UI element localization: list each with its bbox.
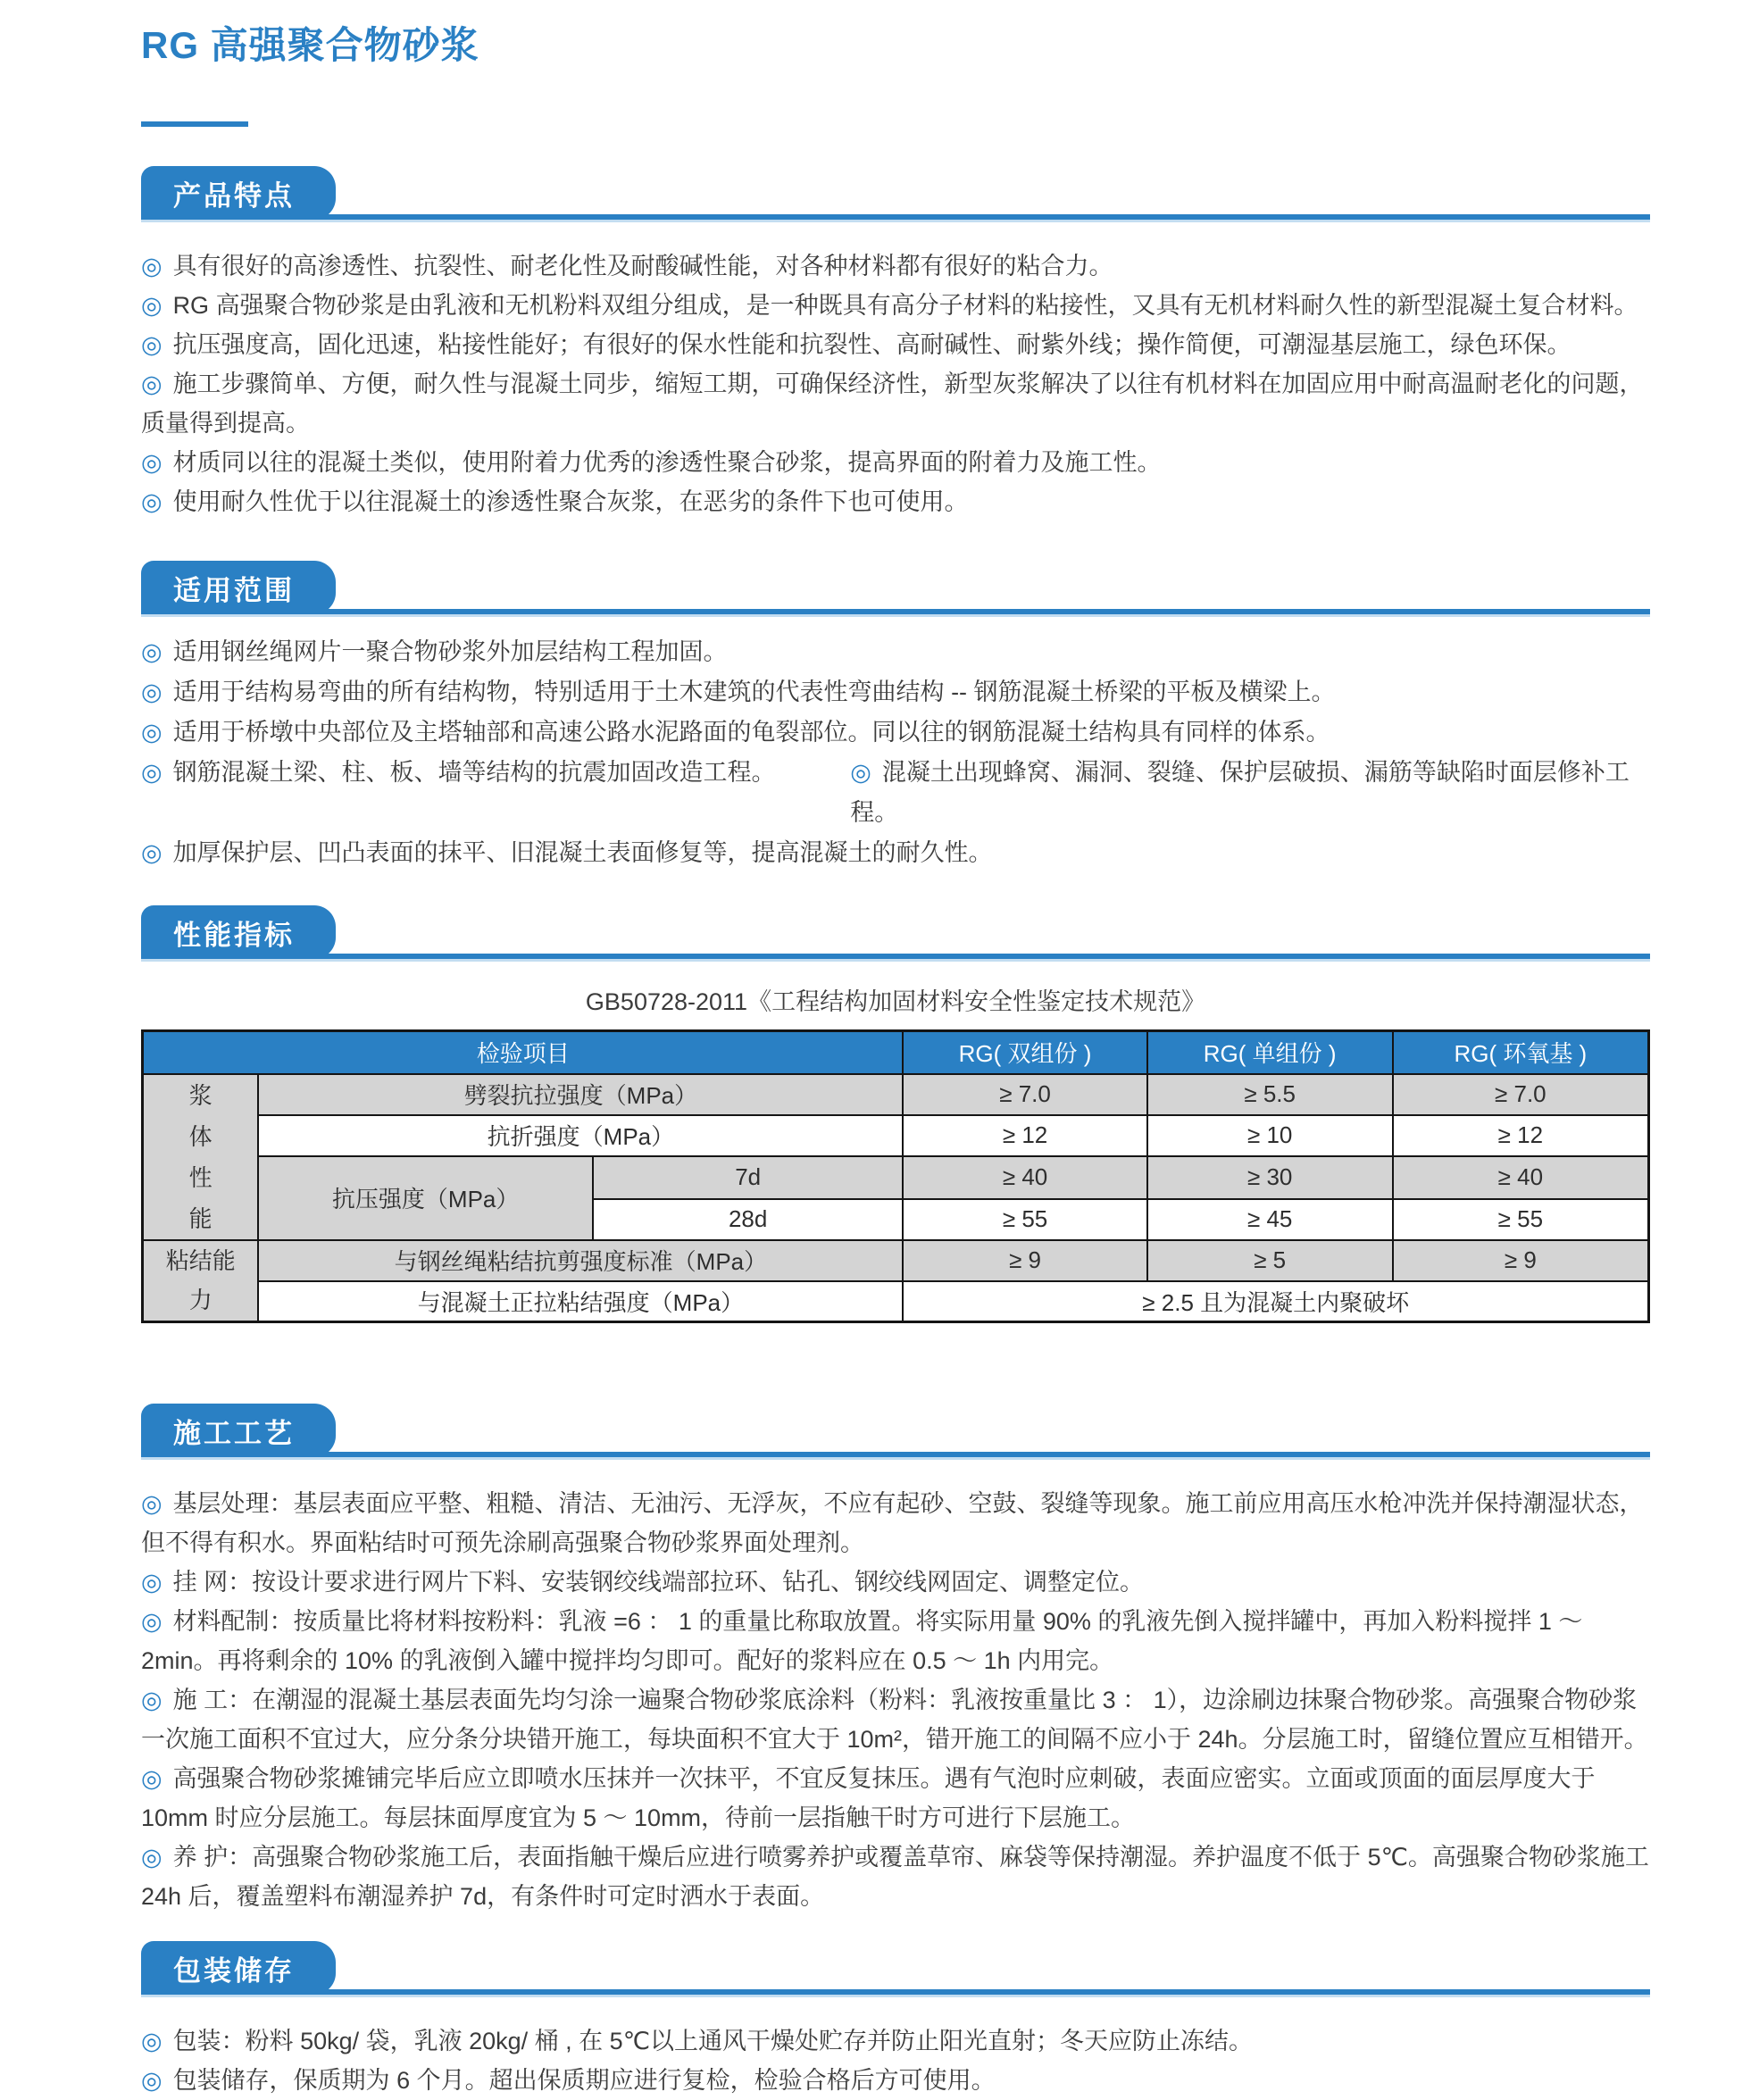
list-item: [141, 1562, 1650, 1602]
param-cell: 抗折强度（MPa）: [258, 1115, 903, 1156]
list-item-text: 具有很好的高渗透性、抗裂性、耐老化性及耐酸碱性能，对各种材料都有很好的粘合力。: [172, 253, 1113, 279]
section-tab-scope: [141, 561, 336, 614]
section-header-scope: [141, 559, 1650, 614]
section-heading-performance: 性能指标: [173, 919, 295, 951]
performance-table: [141, 1029, 1650, 1323]
section-header-performance: [141, 904, 1650, 959]
list-item-text: RG 高强聚合物砂浆是由乳液和无机粉料双组分组成，是一种既具有高分子材料的粘接性，又具有无机材料耐久性的新型混凝土复合材料。: [172, 292, 1638, 319]
section-heading-storage: 包装储存: [173, 1954, 295, 1987]
table-row: [143, 1115, 1649, 1156]
scope-list: [141, 632, 1650, 873]
value-cell: ≥ 45: [1147, 1199, 1393, 1240]
storage-list: [141, 2021, 1650, 2100]
list-item-text: 挂 网：按设计要求进行网片下料、安装钢绞线端部拉环、钻孔、钢绞线网固定、调整定位。: [172, 1569, 1145, 1596]
list-item: [141, 2061, 1650, 2100]
process-list: [141, 1484, 1650, 1916]
list-item: [141, 2021, 1650, 2061]
list-item: [141, 246, 1650, 286]
bullseye-bullet-icon: ◎: [141, 331, 163, 358]
bullseye-bullet-icon: ◎: [141, 1687, 163, 1713]
bullseye-bullet-icon: ◎: [141, 488, 163, 515]
section-rule: [141, 1989, 1650, 1995]
group-cell-paste: 浆体性能: [143, 1074, 259, 1240]
section-tab-storage: [141, 1941, 336, 1995]
value-cell-span: ≥ 2.5 且为混凝土内聚破坏: [903, 1281, 1648, 1322]
list-item-text: 包装：粉料 50kg/ 袋，乳液 20kg/ 桶 , 在 5℃以上通风干燥处贮存并防止阳光直射；冬天应防止冻结。: [172, 2028, 1254, 2054]
value-cell: ≥ 9: [1393, 1240, 1649, 1281]
section-rule: [141, 1452, 1650, 1457]
section-rule: [141, 954, 1650, 959]
list-item-text: 钢筋混凝土梁、柱、板、墙等结构的抗震加固改造工程。: [172, 759, 776, 786]
value-cell: ≥ 5.5: [1147, 1074, 1393, 1115]
bullseye-bullet-icon: ◎: [850, 759, 871, 786]
table-row: [143, 1074, 1649, 1115]
list-item-text: 加厚保护层、凹凸表面的抹平、旧混凝土表面修复等，提高混凝土的耐久性。: [172, 839, 993, 866]
header-cell-rg-one: RG( 单组份 ): [1147, 1031, 1393, 1074]
value-cell: ≥ 12: [1393, 1115, 1649, 1156]
header-cell-rg-two: RG( 双组份 ): [903, 1031, 1146, 1074]
value-cell: ≥ 9: [903, 1240, 1146, 1281]
list-item: [141, 632, 1650, 672]
bullseye-bullet-icon: ◎: [141, 449, 163, 476]
list-item-text: 材料配制：按质量比将材料按粉料：乳液 =6 ： 1 的重量比称取放置。将实际用量 90% 的乳液先倒入搅拌罐中，再加入粉料搅拌 1 ～ 2min。再将剩余的 10% 的乳液倒入罐中搅拌均匀即可。配好的浆料应在 0.5 ～ 1h 内用完。: [141, 1608, 1583, 1674]
bullseye-bullet-icon: ◎: [141, 1608, 163, 1635]
list-item: [141, 1680, 1650, 1759]
list-item: [141, 712, 1650, 753]
list-item: [141, 364, 1650, 443]
value-cell: ≥ 55: [903, 1199, 1146, 1240]
bullseye-bullet-icon: ◎: [141, 371, 163, 397]
bullseye-bullet-icon: ◎: [141, 839, 163, 866]
section-header-process: [141, 1402, 1650, 1457]
group-cell-bond: 粘结能力: [143, 1240, 259, 1322]
list-item: [141, 482, 1650, 521]
section-header-storage: [141, 1939, 1650, 1995]
bullseye-bullet-icon: ◎: [141, 1490, 163, 1517]
list-item-text: 适用钢丝绳网片一聚合物砂浆外加层结构工程加固。: [172, 638, 728, 665]
section-tab-process: [141, 1404, 336, 1457]
section-rule: [141, 609, 1650, 614]
list-item: [141, 753, 850, 833]
list-item-text: 适用于结构易弯曲的所有结构物，特别适用于土木建筑的代表性弯曲结构 -- 钢筋混凝土桥梁的平板及横梁上。: [172, 679, 1336, 705]
value-cell: ≥ 5: [1147, 1240, 1393, 1281]
value-cell: ≥ 30: [1147, 1156, 1393, 1199]
list-item: [141, 286, 1650, 325]
subparam-cell: 7d: [593, 1156, 904, 1199]
bullseye-bullet-icon: ◎: [141, 1765, 163, 1792]
title-underline: [141, 121, 248, 127]
value-cell: ≥ 7.0: [1393, 1074, 1649, 1115]
list-item-text: 施 工：在潮湿的混凝土基层表面先均匀涂一遍聚合物砂浆底涂料（粉料：乳液按重量比 3 ： 1），边涂刷边抹聚合物砂浆。高强聚合物砂浆一次施工面积不宜过大，应分条分块错开施工，每块面积不宜大于 10m²，错开施工的间隔不应小于 24h。分层施工时，留缝位置应互相错开。: [141, 1687, 1648, 1753]
param-cell: 与混凝土正拉粘结强度（MPa）: [258, 1281, 903, 1322]
list-item-text: 材质同以往的混凝土类似，使用附着力优秀的渗透性聚合砂浆，提高界面的附着力及施工性。: [172, 449, 1162, 476]
features-list: [141, 246, 1650, 521]
param-cell: 与钢丝绳粘结抗剪强度标准（MPa）: [258, 1240, 903, 1281]
list-item: [141, 1838, 1650, 1916]
list-item: [141, 672, 1650, 712]
value-cell: ≥ 10: [1147, 1115, 1393, 1156]
bullseye-bullet-icon: ◎: [141, 292, 163, 319]
list-item-text: 养 护：高强聚合物砂浆施工后，表面指触干燥后应进行喷雾养护或覆盖草帘、麻袋等保持潮湿。养护温度不低于 5℃。高强聚合物砂浆施工 24h 后，覆盖塑料布潮湿养护 7d，有条件时可定时洒水于表面。: [141, 1844, 1649, 1910]
header-cell-rg-epoxy: RG( 环氧基 ): [1393, 1031, 1649, 1074]
section-heading-process: 施工工艺: [173, 1417, 295, 1449]
bullseye-bullet-icon: ◎: [141, 679, 163, 705]
list-item: [141, 833, 1650, 873]
param-cell-compressive: 抗压强度（MPa）: [258, 1156, 593, 1240]
value-cell: ≥ 7.0: [903, 1074, 1146, 1115]
list-item: [141, 1484, 1650, 1562]
list-item-text: 混凝土出现蜂窝、漏洞、裂缝、保护层破损、漏筋等缺陷时面层修补工程。: [850, 759, 1630, 826]
list-item-text: 适用于桥墩中央部位及主塔轴部和高速公路水泥路面的龟裂部位。同以往的钢筋混凝土结构具有同样的体系。: [172, 719, 1330, 746]
bullseye-bullet-icon: ◎: [141, 719, 163, 746]
list-item-text: 高强聚合物砂浆摊铺完毕后应立即喷水压抹并一次抹平，不宜反复抹压。遇有气泡时应刺破，表面应密实。立面或顶面的面层厚度大于 10mm 时应分层施工。每层抹面厚度宜为 5 ～ 10mm，待前一层指触干时方可进行下层施工。: [141, 1765, 1596, 1831]
list-item-text: 抗压强度高，固化迅速，粘接性能好；有很好的保水性能和抗裂性、高耐碱性、耐紫外线；操作简便，可潮湿基层施工，绿色环保。: [172, 331, 1571, 358]
list-item-text: 基层处理：基层表面应平整、粗糙、清洁、无油污、无浮灰，不应有起砂、空鼓、裂缝等现象。施工前应用高压水枪冲洗并保持潮湿状态，但不得有积水。界面粘结时可预先涂刷高强聚合物砂浆界面处理剂。: [141, 1490, 1644, 1556]
value-cell: ≥ 12: [903, 1115, 1146, 1156]
table-row: [143, 1156, 1649, 1199]
value-cell: ≥ 55: [1393, 1199, 1649, 1240]
document-content: [141, 164, 1650, 2100]
bullseye-bullet-icon: ◎: [141, 1844, 163, 1871]
list-item-text: 包装储存，保质期为 6 个月。超出保质期应进行复检，检验合格后方可使用。: [172, 2067, 996, 2094]
section-tab-performance: [141, 905, 336, 959]
list-item-text: 使用耐久性优于以往混凝土的渗透性聚合灰浆，在恶劣的条件下也可使用。: [172, 488, 969, 515]
list-item: [850, 753, 1650, 833]
table-header-row: [143, 1031, 1649, 1074]
page-title: RG 高强聚合物砂浆: [141, 24, 479, 66]
bullseye-bullet-icon: ◎: [141, 2028, 163, 2054]
list-item-pair: [141, 753, 1650, 833]
section-tab-features: [141, 166, 336, 220]
list-item: [141, 1602, 1650, 1680]
list-item: [141, 443, 1650, 482]
section-rule: [141, 214, 1650, 220]
list-item: [141, 1759, 1650, 1838]
list-item: [141, 325, 1650, 364]
value-cell: ≥ 40: [903, 1156, 1146, 1199]
section-header-features: [141, 164, 1650, 220]
section-heading-features: 产品特点: [173, 179, 295, 212]
header-cell-item: 检验项目: [143, 1031, 904, 1074]
section-heading-scope: 适用范围: [173, 574, 295, 606]
bullseye-bullet-icon: ◎: [141, 759, 163, 786]
table-standard-title: GB50728-2011《工程结构加固材料安全性鉴定技术规范》: [585, 988, 1206, 1015]
bullseye-bullet-icon: ◎: [141, 2067, 163, 2094]
param-cell: 劈裂抗拉强度（MPa）: [258, 1074, 903, 1115]
table-row: [143, 1281, 1649, 1322]
table-row: [143, 1240, 1649, 1281]
bullseye-bullet-icon: ◎: [141, 253, 163, 279]
bullseye-bullet-icon: ◎: [141, 1569, 163, 1596]
subparam-cell: 28d: [593, 1199, 904, 1240]
value-cell: ≥ 40: [1393, 1156, 1649, 1199]
bullseye-bullet-icon: ◎: [141, 638, 163, 665]
list-item-text: 施工步骤简单、方便，耐久性与混凝土同步，缩短工期，可确保经济性，新型灰浆解决了以往有机材料在加固应用中耐高温耐老化的问题，质量得到提高。: [141, 371, 1644, 437]
